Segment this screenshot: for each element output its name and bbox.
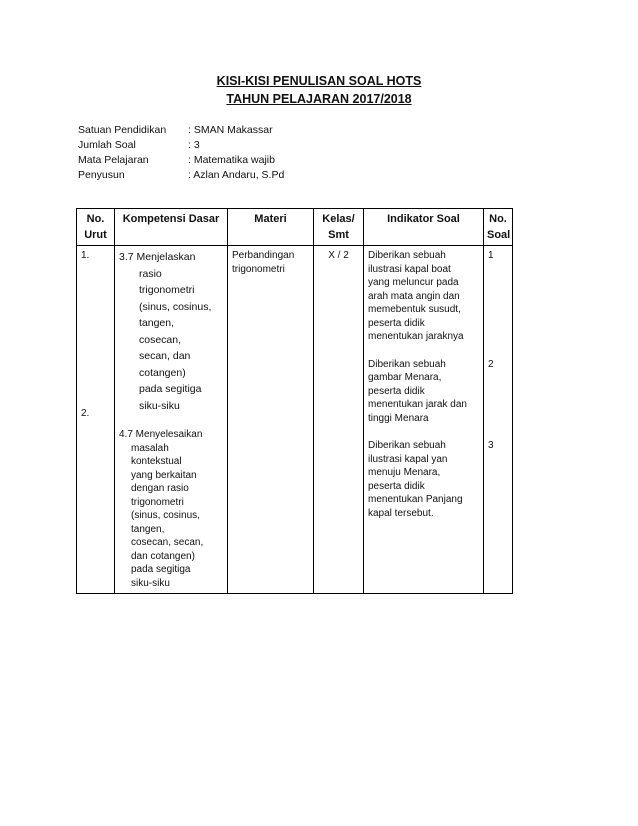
kd-text: masalah	[131, 442, 169, 454]
kd-text: 3.7 Menjelaskan	[119, 251, 196, 263]
kd-text: trigonometri	[131, 496, 184, 508]
indikator-3	[368, 439, 479, 520]
kd-text: yang berkaitan	[131, 469, 197, 481]
indikator-text: menentukan jaraknya	[368, 331, 464, 342]
indikator-text: kapal tersebut.	[368, 507, 434, 519]
kd-text: 4.7 Menyelesaikan	[119, 429, 203, 440]
indikator-text: menuju Menara,	[368, 467, 441, 478]
indikator-text: menentukan Panjang	[368, 494, 463, 505]
indikator-text: menentukan jarak dan	[368, 399, 467, 410]
kd-4-7	[119, 428, 223, 590]
document-title: KISI-KISI PENULISAN SOAL HOTS	[216, 74, 422, 88]
header-text: No.	[489, 213, 507, 225]
info-label: Satuan Pendidikan	[78, 124, 167, 136]
no-soal-3: 3	[488, 440, 494, 451]
kd-text: trigonometri	[139, 284, 195, 296]
indikator-text: Diberikan sebuah	[368, 358, 446, 370]
kd-text: siku-siku	[131, 577, 170, 589]
info-label: Jumlah Soal	[78, 139, 136, 151]
cell-indikator	[364, 246, 484, 594]
indikator-text: peserta didik	[368, 385, 425, 397]
kd-text: dan cotangen)	[131, 550, 195, 562]
kd-text: cosecan,	[139, 333, 182, 346]
info-row	[78, 123, 284, 138]
header-indikator: Indikator Soal	[364, 209, 484, 246]
indikator-text: ilustrasi kapal yan	[368, 453, 448, 465]
kd-text: kontekstual	[131, 456, 182, 467]
kd-text: pada segitiga	[131, 564, 191, 575]
indikator-text: yang meluncur pada	[368, 277, 459, 288]
header-text: No.	[86, 213, 105, 225]
indikator-text: Diberikan sebuah	[368, 440, 446, 451]
table-header-row	[77, 209, 513, 246]
info-value: : Azlan Andaru, S.Pd	[188, 169, 285, 181]
indikator-text: peserta didik	[368, 317, 425, 329]
kd-text: cotangen)	[139, 366, 186, 379]
cell-materi	[228, 246, 314, 594]
info-value: : SMAN Makassar	[188, 124, 273, 136]
kd-text: (sinus, cosinus,	[139, 300, 212, 313]
indikator-1	[368, 249, 479, 344]
indikator-text: arah mata angin dan	[368, 290, 460, 302]
cell-no-urut	[77, 246, 115, 594]
indikator-text: tinggi Menara	[368, 412, 429, 424]
no-soal-2: 2	[488, 358, 494, 370]
header-no-soal	[484, 209, 513, 246]
header-materi: Materi	[228, 209, 314, 246]
kd-text: pada segitiga	[139, 383, 202, 395]
cell-no-soal	[484, 246, 513, 594]
header-text: Soal	[487, 229, 511, 241]
info-row	[78, 168, 284, 183]
info-label: Mata Pelajaran	[78, 154, 149, 166]
info-value: : Matematika wajib	[188, 154, 275, 166]
indikator-text: Diberikan sebuah	[368, 250, 446, 261]
header-text: Urut	[84, 229, 107, 241]
kd-text: dengan rasio	[131, 483, 189, 494]
cell-kompetensi-dasar	[115, 246, 228, 594]
info-row	[78, 153, 284, 168]
materi-text: Perbandingan	[232, 250, 295, 261]
header-kelas	[314, 209, 364, 246]
kd-text: cosecan, secan,	[131, 537, 204, 548]
kisi-kisi-table	[76, 208, 513, 594]
kd-text: (sinus, cosinus,	[131, 510, 200, 521]
indikator-text: gambar Menara,	[368, 372, 442, 383]
document-subtitle: TAHUN PELAJARAN 2017/2018	[226, 92, 412, 106]
materi-text: trigonometri	[232, 263, 285, 275]
header-text: Smt	[328, 229, 349, 241]
header-text: Kelas/	[322, 213, 355, 225]
header-no-urut	[77, 209, 115, 246]
cell-kelas: X / 2	[314, 246, 364, 594]
kd-text: tangen,	[139, 317, 175, 329]
indikator-text: peserta didik	[368, 480, 425, 492]
no-urut-1: 1.	[81, 250, 90, 261]
indikator-text: memebentuk susudt,	[368, 304, 461, 315]
kd-text: rasio	[139, 267, 162, 280]
info-row	[78, 138, 284, 153]
header-kompetensi-dasar: Kompetensi Dasar	[115, 209, 228, 246]
kd-text: tangen,	[131, 523, 165, 535]
indikator-2	[368, 358, 479, 426]
kd-text: secan, dan	[139, 350, 191, 362]
info-block	[78, 123, 284, 183]
kd-text: siku-siku	[139, 399, 180, 412]
table-row	[77, 246, 513, 594]
indikator-text: ilustrasi kapal boat	[368, 263, 451, 275]
kd-3-7	[119, 249, 223, 414]
info-label: Penyusun	[78, 169, 125, 181]
no-soal-1: 1	[488, 250, 494, 261]
info-value: : 3	[188, 139, 200, 151]
no-urut-2: 2.	[81, 407, 90, 419]
